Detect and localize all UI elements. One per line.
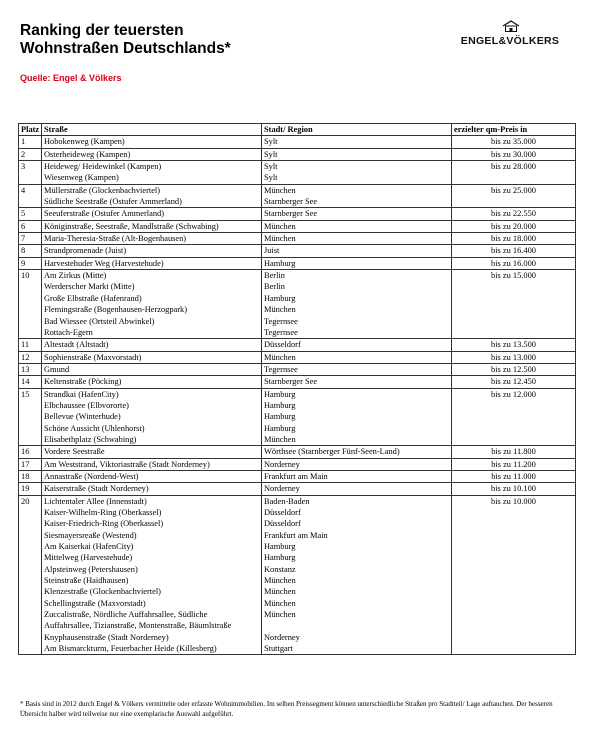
street-name: Südliche Seestraße (Ostufer Ammerland) [44, 197, 182, 207]
rank-cell: 15 [19, 388, 42, 446]
city-name: Tegernsee [264, 316, 298, 326]
street-name: Auffahrsallee, Tizianstraße, Montenstraße, Bäumlstraße [44, 621, 232, 631]
city-name: Hamburg [264, 553, 296, 563]
street-cell [42, 208, 262, 220]
street-cell [42, 458, 262, 470]
street-name: Hobokenweg (Kampen) [44, 137, 125, 147]
price-cell: bis zu 18.000 [452, 233, 576, 245]
table-row [19, 388, 576, 446]
rank-cell: 20 [19, 495, 42, 655]
street-name: Wiesenweg (Kampen) [44, 173, 119, 183]
city-cell [262, 363, 452, 375]
street-name: Heideweg/ Heidewinkel (Kampen) [44, 162, 162, 172]
street-name: Schöne Aussicht (Uhlenhorst) [44, 423, 145, 433]
street-cell [42, 220, 262, 232]
rank-cell: 2 [19, 148, 42, 160]
street-name: Maria-Theresia-Straße (Alt-Bogenhausen) [44, 234, 187, 244]
street-name: Strandkai (HafenCity) [44, 389, 119, 399]
street-name: Am Kaiserkai (HafenCity) [44, 542, 134, 552]
price-cell: bis zu 28.000 [452, 161, 576, 185]
street-cell [42, 339, 262, 351]
city-cell [262, 257, 452, 269]
rank-cell: 3 [19, 161, 42, 185]
city-name: Wörthsee (Starnberger Fünf-Seen-Land) [264, 447, 400, 457]
table-row [19, 233, 576, 245]
price-cell: bis zu 15.000 [452, 270, 576, 339]
rank-cell: 14 [19, 376, 42, 388]
street-name: Vordere Seestraße [44, 447, 105, 457]
street-name: Sophienstraße (Maxvorstadt) [44, 352, 142, 362]
rank-cell: 17 [19, 458, 42, 470]
city-name: Düsseldorf [264, 340, 301, 350]
street-cell [42, 470, 262, 482]
city-name: Starnberger See [264, 197, 318, 207]
street-name: Steinstraße (Haidhausen) [44, 576, 129, 586]
ranking-table [18, 123, 576, 655]
street-cell [42, 351, 262, 363]
table-row [19, 446, 576, 458]
header-strasse: Straße [42, 124, 262, 136]
street-name: Seeuferstraße (Ostufer Ammerland) [44, 209, 164, 219]
street-cell [42, 376, 262, 388]
rank-cell: 18 [19, 470, 42, 482]
street-cell [42, 233, 262, 245]
street-name: Am Weststrand, Viktoriastraße (Stadt Norderney) [44, 459, 210, 469]
house-logo-icon [502, 20, 520, 32]
table-row [19, 148, 576, 160]
ranking-table-body [19, 136, 576, 655]
city-name: München [264, 185, 296, 195]
city-name: Berlin [264, 271, 285, 281]
street-name: Knyphausenstraße (Stadt Norderney) [44, 632, 169, 642]
source-label: Quelle: Engel & Völkers [20, 73, 122, 83]
street-cell [42, 148, 262, 160]
city-cell [262, 208, 452, 220]
engel-voelkers-logo [452, 20, 568, 50]
rank-cell: 6 [19, 220, 42, 232]
city-name: München [264, 576, 296, 586]
header-qm-preis: erzielter qm-Preis in [452, 124, 576, 136]
street-name: Am Bismarckturm, Feuerbacher Heide (Killesberg) [44, 644, 217, 654]
table-row [19, 470, 576, 482]
street-cell [42, 184, 262, 208]
street-name: Kaiserstraße (Stadt Norderney) [44, 484, 149, 494]
table-row [19, 270, 576, 339]
logo-text: ENGEL&VÖLKERS [460, 35, 560, 47]
city-name: München [264, 587, 296, 597]
street-name: Große Elbstraße (Hafenrand) [44, 293, 142, 303]
city-cell [262, 245, 452, 257]
price-cell: bis zu 10.000 [452, 495, 576, 655]
rank-cell: 1 [19, 136, 42, 148]
city-cell [262, 483, 452, 495]
city-cell [262, 184, 452, 208]
table-row [19, 161, 576, 185]
table-row [19, 257, 576, 269]
street-name: Lichtentaler Allee (Innenstadt) [44, 496, 147, 506]
street-name: Siesmayersreaße (Westend) [44, 530, 137, 540]
street-name: Gmund [44, 364, 70, 374]
table-header-row [19, 124, 576, 136]
city-name: Starnberger See [264, 377, 318, 387]
rank-cell: 12 [19, 351, 42, 363]
table-row [19, 339, 576, 351]
street-name: Annastraße (Nordend-West) [44, 471, 139, 481]
city-cell [262, 136, 452, 148]
city-name: Konstanz [264, 564, 296, 574]
price-cell: bis zu 16.000 [452, 257, 576, 269]
city-name: Tegernsee [264, 364, 298, 374]
street-cell [42, 483, 262, 495]
city-cell [262, 148, 452, 160]
street-name: Keltenstraße (Pöcking) [44, 377, 122, 387]
city-name: München [264, 352, 296, 362]
city-name: Frankfurt am Main [264, 530, 328, 540]
city-name: Hamburg [264, 412, 296, 422]
title-line-1: Ranking der teuersten [20, 22, 184, 39]
city-cell [262, 458, 452, 470]
price-cell: bis zu 30.000 [452, 148, 576, 160]
rank-cell: 16 [19, 446, 42, 458]
price-cell: bis zu 11.200 [452, 458, 576, 470]
price-cell: bis zu 16.400 [452, 245, 576, 257]
street-name: Kaiser-Friedrich-Ring (Oberkassel) [44, 519, 164, 529]
city-name: Sylt [264, 162, 278, 172]
street-name: Alpsteinweg (Petershausen) [44, 564, 138, 574]
street-name: Kaiser-Wilhelm-Ring (Oberkassel) [44, 508, 162, 517]
city-cell [262, 446, 452, 458]
street-name: Schellingstraße (Maxvorstadt) [44, 598, 146, 608]
city-name: Baden-Baden [264, 496, 310, 506]
street-name: Flemingstraße (Bogenhausen-Herzogpark) [44, 305, 188, 315]
city-name: München [264, 221, 296, 231]
city-cell [262, 376, 452, 388]
price-cell: bis zu 20.000 [452, 220, 576, 232]
rank-cell: 11 [19, 339, 42, 351]
city-name: Stuttgart [264, 644, 293, 654]
table-row [19, 376, 576, 388]
price-cell: bis zu 35.000 [452, 136, 576, 148]
price-cell: bis zu 13.500 [452, 339, 576, 351]
rank-cell: 5 [19, 208, 42, 220]
table-row [19, 136, 576, 148]
city-name: München [264, 234, 296, 244]
city-name: Düsseldorf [264, 508, 301, 517]
street-name: Rottach-Egern [44, 327, 93, 337]
street-name: Harvestehuder Weg (Harvestehude) [44, 258, 164, 268]
rank-cell: 8 [19, 245, 42, 257]
city-name: Frankfurt am Main [264, 471, 328, 481]
rank-cell: 4 [19, 184, 42, 208]
city-cell [262, 220, 452, 232]
city-name: Sylt [264, 149, 278, 159]
city-name: Sylt [264, 173, 278, 183]
price-cell: bis zu 11.800 [452, 446, 576, 458]
street-name: Am Zirkus (Mitte) [44, 271, 107, 281]
city-cell [262, 470, 452, 482]
rank-cell: 9 [19, 257, 42, 269]
price-cell: bis zu 13.000 [452, 351, 576, 363]
table-row [19, 363, 576, 375]
city-name: Norderney [264, 484, 300, 494]
footnote: * Basis sind in 2012 durch Engel & Völkers vermittelte oder erfasste Wohnimmobilien. Im selben Preissegment können unterschiedliche Straßen pro Stadtteil/ Lage auftauchen. Der besseren Übersicht halber wird teilweise nur eine exemplarische Auswahl aufgeführt. [20, 700, 553, 718]
city-cell [262, 161, 452, 185]
table-row [19, 483, 576, 495]
street-name: Elisabethplatz (Schwabing) [44, 434, 137, 444]
city-cell [262, 270, 452, 339]
street-name: Königinstraße, Seestraße, Mandlstraße (Schwabing) [44, 221, 219, 231]
city-name: Juist [264, 246, 280, 256]
street-name: Strandpromenade (Juist) [44, 246, 127, 256]
city-cell [262, 233, 452, 245]
rank-cell: 10 [19, 270, 42, 339]
city-name: Hamburg [264, 293, 296, 303]
city-name: München [264, 598, 296, 608]
street-name: Zuccalistraße, Nördliche Auffahrsallee, Südliche [44, 610, 208, 620]
city-name: Hamburg [264, 400, 296, 410]
city-name: Hamburg [264, 258, 296, 268]
street-cell [42, 161, 262, 185]
city-cell [262, 495, 452, 655]
city-name: Hamburg [264, 423, 296, 433]
street-cell [42, 495, 262, 655]
table-row [19, 208, 576, 220]
street-cell [42, 388, 262, 446]
table-row [19, 245, 576, 257]
street-name: Müllerstraße (Glockenbachviertel) [44, 185, 161, 195]
city-name: Norderney [264, 459, 300, 469]
street-cell [42, 446, 262, 458]
table-row [19, 351, 576, 363]
price-cell: bis zu 25.000 [452, 184, 576, 208]
city-cell [262, 339, 452, 351]
city-name: München [264, 305, 296, 315]
rank-cell: 19 [19, 483, 42, 495]
table-row [19, 184, 576, 208]
city-name: Norderney [264, 632, 300, 642]
street-name: Bad Wiessee (Ortsteil Abwinkel) [44, 316, 155, 326]
city-name: Starnberger See [264, 209, 318, 219]
street-cell [42, 363, 262, 375]
street-cell [42, 257, 262, 269]
city-name: Hamburg [264, 389, 296, 399]
street-cell [42, 270, 262, 339]
street-name: Bellevue (Winterhude) [44, 412, 121, 422]
rank-cell: 7 [19, 233, 42, 245]
city-name: München [264, 610, 296, 620]
street-name: Klenzestraße (Glockenbachviertel) [44, 587, 161, 597]
city-name: Berlin [264, 282, 285, 292]
street-name: Elbchaussee (Elbvororte) [44, 400, 129, 410]
title-line-2: Wohnstraßen Deutschlands* [20, 40, 231, 57]
price-cell: bis zu 12.500 [452, 363, 576, 375]
city-cell [262, 388, 452, 446]
price-cell: bis zu 12.450 [452, 376, 576, 388]
table-row [19, 220, 576, 232]
rank-cell: 13 [19, 363, 42, 375]
street-name: Werderscher Markt (Mitte) [44, 282, 135, 292]
street-cell [42, 136, 262, 148]
page-title [20, 22, 231, 58]
table-row [19, 495, 576, 655]
table-row [19, 458, 576, 470]
city-name: Düsseldorf [264, 519, 301, 529]
city-name: München [264, 434, 296, 444]
street-cell [42, 245, 262, 257]
city-name: Hamburg [264, 542, 296, 552]
header-platz: Platz [19, 124, 42, 136]
city-name: Sylt [264, 137, 278, 147]
street-name: Osterheideweg (Kampen) [44, 149, 131, 159]
price-cell: bis zu 11.000 [452, 470, 576, 482]
city-name [264, 620, 449, 631]
street-name: Altestadt (Altstadt) [44, 340, 109, 350]
price-cell: bis zu 22.550 [452, 208, 576, 220]
street-name: Mittelweg (Harvestehude) [44, 553, 133, 563]
city-cell [262, 351, 452, 363]
city-name: Tegernsee [264, 327, 298, 337]
price-cell: bis zu 10.100 [452, 483, 576, 495]
header-stadt-region: Stadt/ Region [262, 124, 452, 136]
price-cell: bis zu 12.000 [452, 388, 576, 446]
